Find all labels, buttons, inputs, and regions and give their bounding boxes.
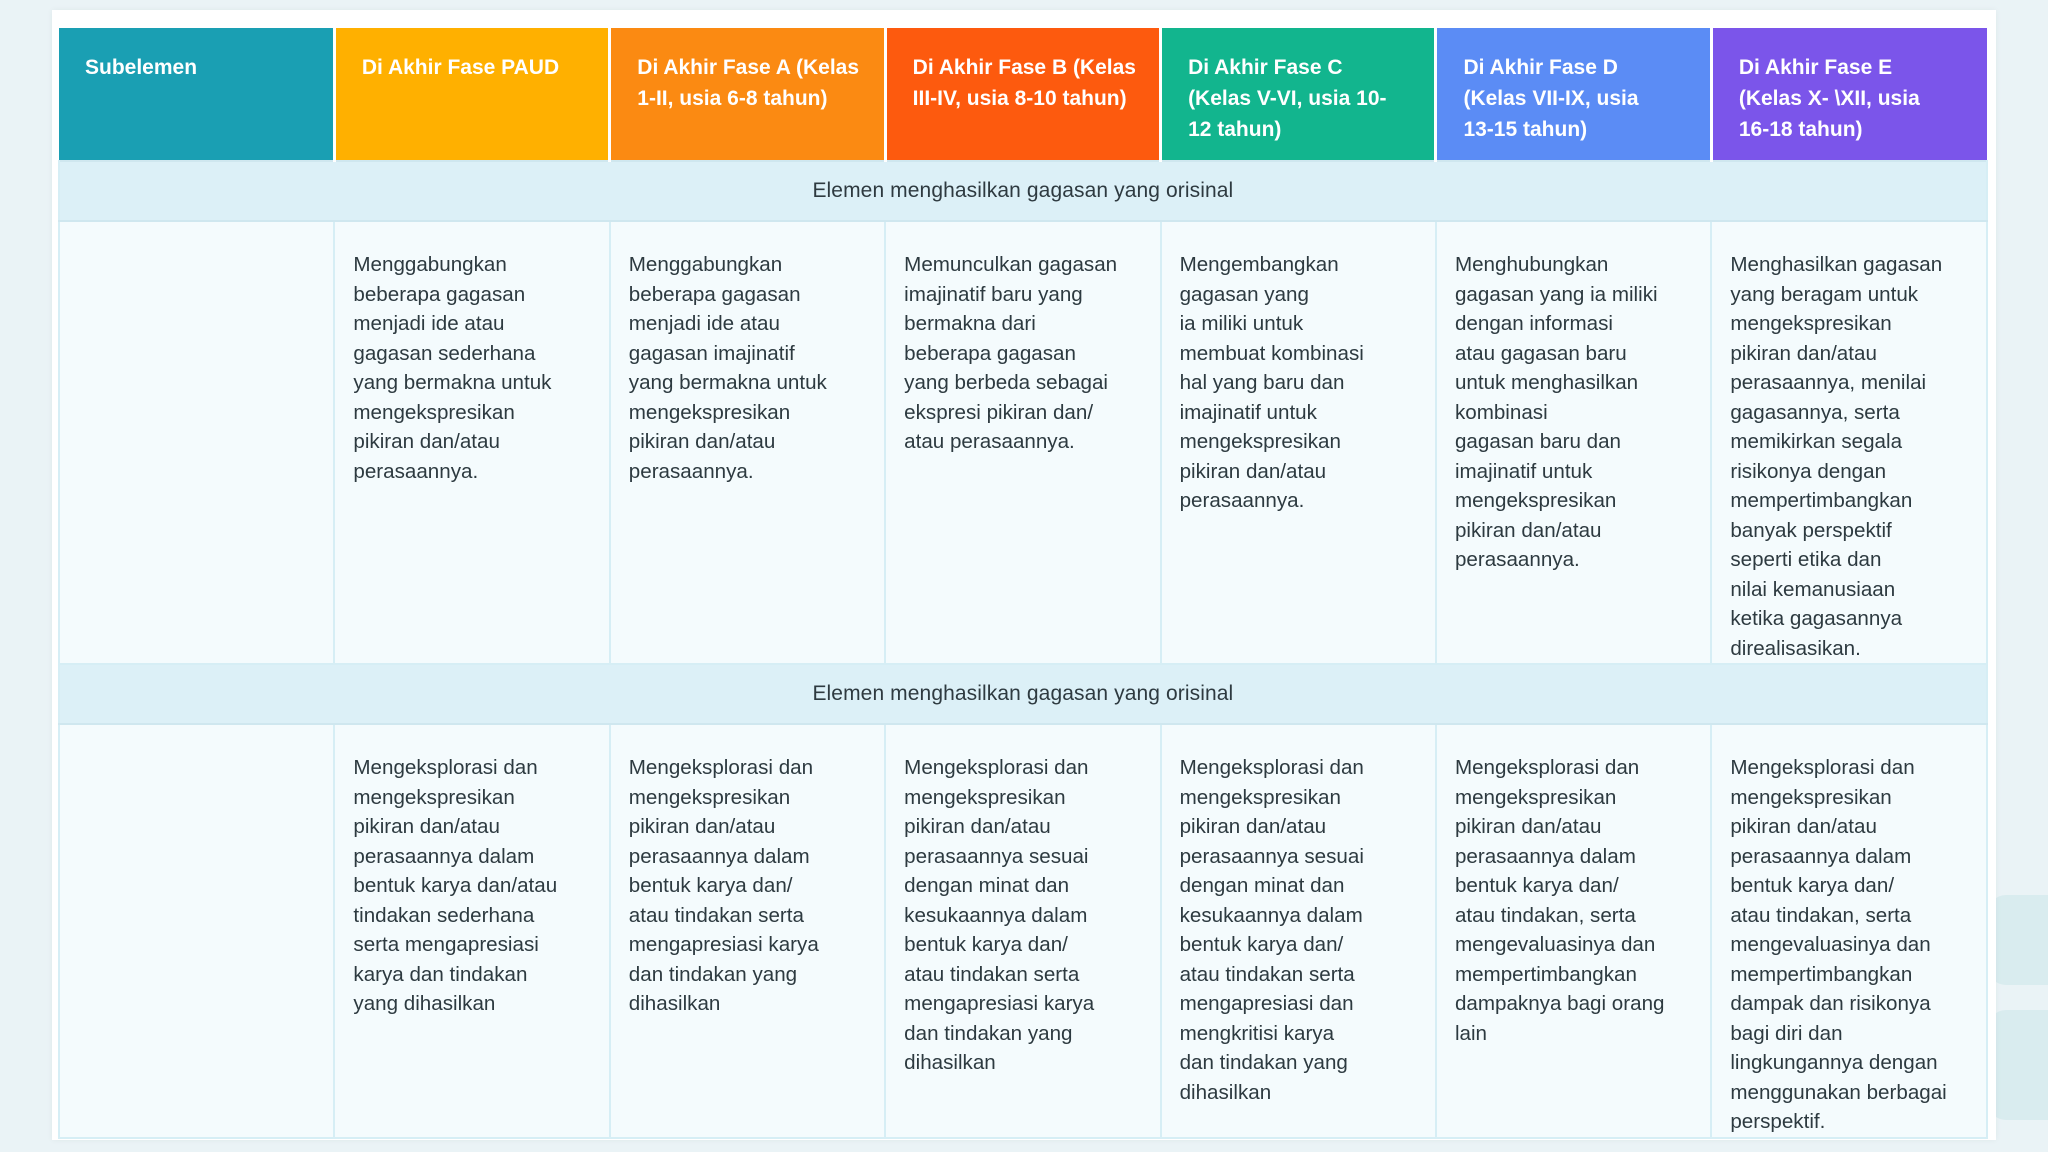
cell-fase-paud: Menggabungkan beberapa gagasan menjadi ide atau gagasan sederhana yang bermakna untuk mengekspresikan pikiran dan/atau perasaannya.	[334, 221, 609, 664]
background-decoration-top	[1988, 895, 2048, 985]
cell-fase-e: Mengeksplorasi dan mengekspresikan pikiran dan/atau perasaannya dalam bentuk karya dan/ atau tindakan, serta mengevaluasinya dan mempertimbangkan dampak dan risikonya bagi diri dan lingkungannya dengan menggunakan berbagai perspektif.	[1711, 724, 1986, 1138]
section-title: Elemen menghasilkan gagasan yang orisinal	[59, 161, 1987, 221]
cell-subelemen	[59, 724, 334, 1138]
cell-fase-d: Menghubungkan gagasan yang ia miliki dengan informasi atau gagasan baru untuk menghasilkan kombinasi gagasan baru dan imajinatif untuk mengekspresikan pikiran dan/atau perasaannya.	[1436, 221, 1711, 664]
cell-fase-c: Mengeksplorasi dan mengekspresikan pikiran dan/atau perasaannya sesuai dengan minat dan kesukaannya dalam bentuk karya dan/ atau tindakan serta mengapresiasi dan mengkritisi karya dan tindakan yang dihasilkan	[1161, 724, 1436, 1138]
header-subelemen: Subelemen	[59, 28, 334, 161]
header-fase-e: Di Akhir Fase E (Kelas X- \XII, usia 16-18 tahun)	[1711, 28, 1986, 161]
cell-fase-paud: Mengeksplorasi dan mengekspresikan pikiran dan/atau perasaannya dalam bentuk karya dan/atau tindakan sederhana serta mengapresiasi karya dan tindakan yang dihasilkan	[334, 724, 609, 1138]
background-decoration-bottom	[1988, 1010, 2048, 1120]
cell-fase-a: Mengeksplorasi dan mengekspresikan pikiran dan/atau perasaannya dalam bentuk karya dan/ atau tindakan serta mengapresiasi karya dan tindakan yang dihasilkan	[610, 724, 885, 1138]
rubric-table	[58, 28, 1988, 1139]
section-row-1	[59, 161, 1987, 221]
header-fase-paud: Di Akhir Fase PAUD	[334, 28, 609, 161]
cell-fase-b: Mengeksplorasi dan mengekspresikan pikiran dan/atau perasaannya sesuai dengan minat dan kesukaannya dalam bentuk karya dan/ atau tindakan serta mengapresiasi karya dan tindakan yang dihasilkan	[885, 724, 1160, 1138]
table-row	[59, 724, 1987, 1138]
cell-fase-b: Memunculkan gagasan imajinatif baru yang bermakna dari beberapa gagasan yang berbeda sebagai ekspresi pikiran dan/ atau perasaannya.	[885, 221, 1160, 664]
cell-fase-a: Menggabungkan beberapa gagasan menjadi ide atau gagasan imajinatif yang bermakna untuk mengekspresikan pikiran dan/atau perasaannya.	[610, 221, 885, 664]
header-fase-a: Di Akhir Fase A (Kelas 1-II, usia 6-8 tahun)	[610, 28, 885, 161]
header-fase-c: Di Akhir Fase C (Kelas V-VI, usia 10- 12 tahun)	[1161, 28, 1436, 161]
cell-fase-e: Menghasilkan gagasan yang beragam untuk mengekspresikan pikiran dan/atau perasaannya, menilai gagasannya, serta memikirkan segala risikonya dengan mempertimbangkan banyak perspektif seperti etika dan nilai kemanusiaan ketika gagasannya direalisasikan.	[1711, 221, 1986, 664]
cell-fase-d: Mengeksplorasi dan mengekspresikan pikiran dan/atau perasaannya dalam bentuk karya dan/ atau tindakan, serta mengevaluasinya dan mempertimbangkan dampaknya bagi orang lain	[1436, 724, 1711, 1138]
cell-subelemen	[59, 221, 334, 664]
header-fase-b: Di Akhir Fase B (Kelas III-IV, usia 8-10 tahun)	[885, 28, 1160, 161]
table-row	[59, 221, 1987, 664]
section-title: Elemen menghasilkan gagasan yang orisinal	[59, 664, 1987, 724]
header-fase-d: Di Akhir Fase D (Kelas VII-IX, usia 13-15 tahun)	[1436, 28, 1711, 161]
cell-fase-c: Mengembangkan gagasan yang ia miliki untuk membuat kombinasi hal yang baru dan imajinatif untuk mengekspresikan pikiran dan/atau perasaannya.	[1161, 221, 1436, 664]
header-row	[59, 28, 1987, 161]
section-row-2	[59, 664, 1987, 724]
